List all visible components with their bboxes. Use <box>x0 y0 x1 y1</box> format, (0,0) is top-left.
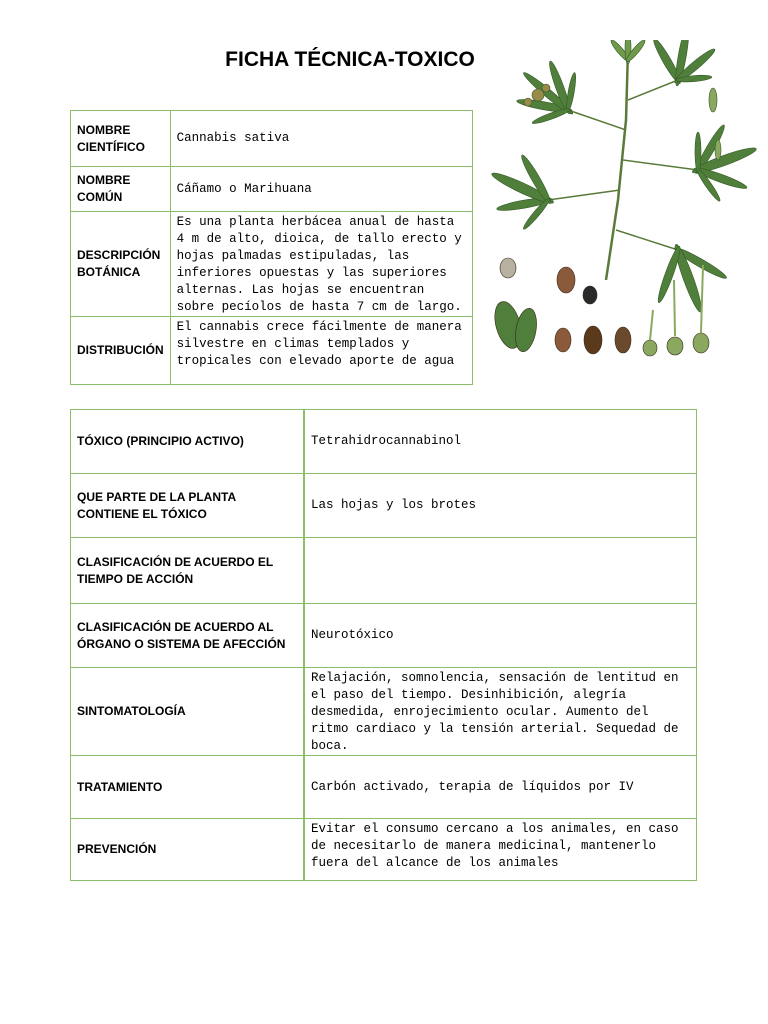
row-value-treatment: Carbón activado, terapia de líquidos por IV <box>304 756 697 819</box>
toxicology-table <box>70 409 697 881</box>
row-label-active-principle: TÓXICO (PRINCIPIO ACTIVO) <box>71 410 305 474</box>
table-row <box>71 604 697 668</box>
row-label-symptoms: SINTOMATOLOGÍA <box>71 668 305 756</box>
table-row <box>71 212 473 317</box>
row-value-symptoms: Relajación, somnolencia, sensación de lentitud en el paso del tiempo. Desinhibición, alegría desmedida, enrojecimiento ocular. Aumento del ritmo cardiaco y la tensión arterial. Sequedad de boca. <box>304 668 697 756</box>
table-row <box>71 111 473 167</box>
seed-icon <box>490 258 709 356</box>
table-row <box>71 410 697 474</box>
row-value-botanical-description: Es una planta herbácea anual de hasta 4 m de alto, dioica, de tallo erecto y hojas palmadas estipuladas, las inferiores opuestas y las superiores alternas. Las hojas se encuentran sobre pecíolos de hasta 7 cm de largo. <box>170 212 472 317</box>
page-title: FICHA TÉCNICA-TOXICO <box>225 48 475 71</box>
row-value-action-time <box>304 538 697 604</box>
row-value-prevention: Evitar el consumo cercano a los animales, en caso de necesitarlo de manera medicinal, mantenerlo fuera del alcance de los animales <box>304 819 697 881</box>
table-row <box>71 819 697 881</box>
row-label-action-time: CLASIFICACIÓN DE ACUERDO EL TIEMPO DE ACCIÓN <box>71 538 305 604</box>
row-value-organ-system: Neurotóxico <box>304 604 697 668</box>
table-row <box>71 668 697 756</box>
row-label-scientific-name: NOMBRE CIENTÍFICO <box>71 111 171 167</box>
row-label-common-name: NOMBRE COMÚN <box>71 167 171 212</box>
botanical-info-table <box>70 110 473 385</box>
row-value-common-name: Cáñamo o Marihuana <box>170 167 472 212</box>
row-label-botanical-description: DESCRIPCIÓN BOTÁNICA <box>71 212 171 317</box>
row-label-distribution: DISTRIBUCIÓN <box>71 317 171 385</box>
table-row <box>71 167 473 212</box>
row-label-prevention: PREVENCIÓN <box>71 819 305 881</box>
leaf-icon <box>490 40 758 314</box>
table-row <box>71 474 697 538</box>
cannabis-plant-illustration <box>478 40 760 375</box>
table-row <box>71 538 697 604</box>
row-label-toxic-part: QUE PARTE DE LA PLANTA CONTIENE EL TÓXICO <box>71 474 305 538</box>
row-value-distribution: El cannabis crece fácilmente de manera silvestre en climas templados y tropicales con elevado aporte de agua <box>170 317 472 385</box>
row-value-active-principle: Tetrahidrocannabinol <box>304 410 697 474</box>
row-label-organ-system: CLASIFICACIÓN DE ACUERDO AL ÓRGANO O SISTEMA DE AFECCIÓN <box>71 604 305 668</box>
row-value-scientific-name: Cannabis sativa <box>170 111 472 167</box>
row-label-treatment: TRATAMIENTO <box>71 756 305 819</box>
row-value-toxic-part: Las hojas y los brotes <box>304 474 697 538</box>
table-row <box>71 756 697 819</box>
table-row <box>71 317 473 385</box>
